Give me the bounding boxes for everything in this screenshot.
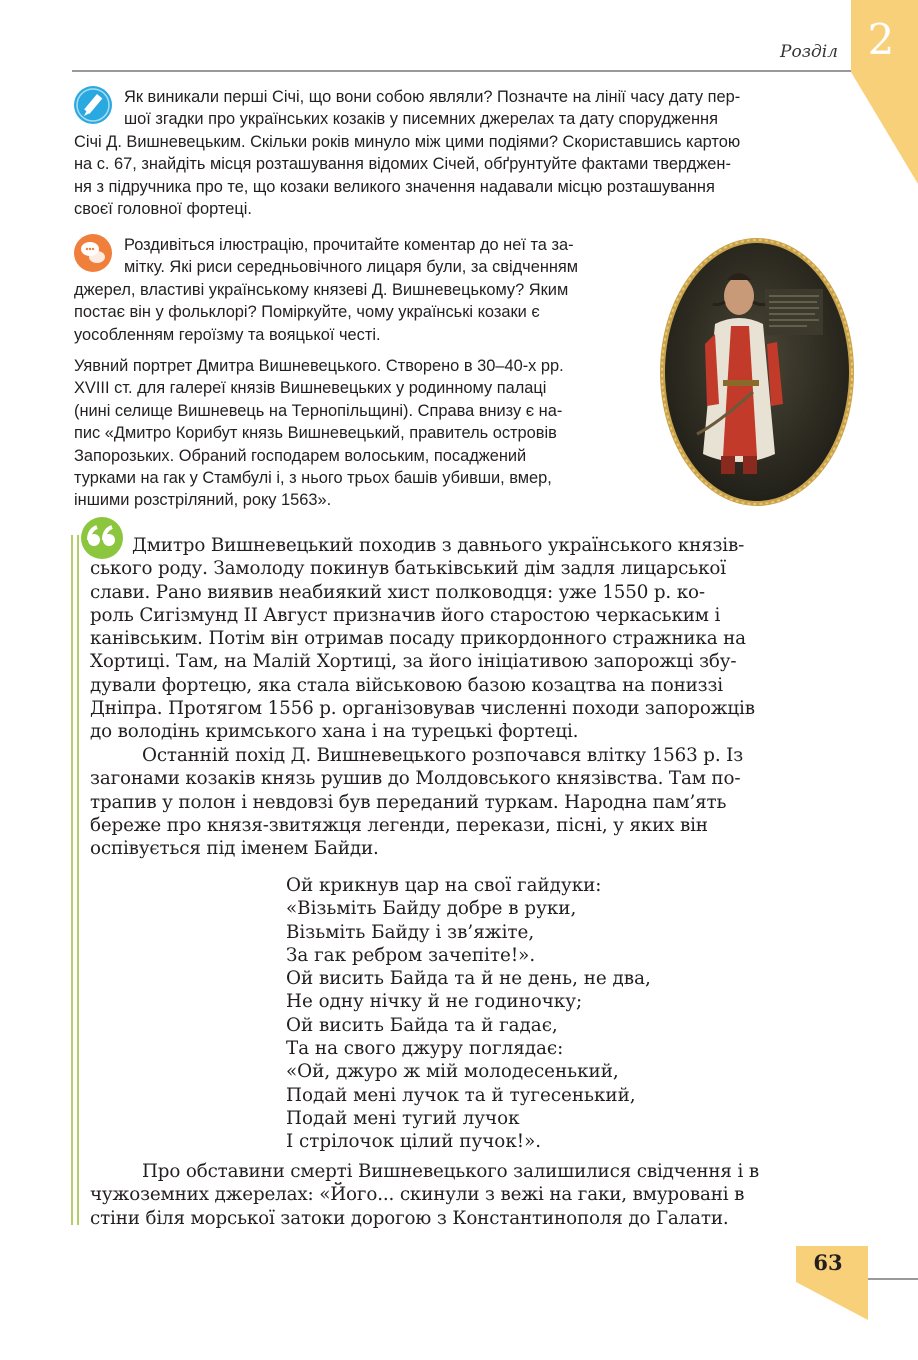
task2-line: джерел, властиві українському князеві Д. Вишневецькому? Яким bbox=[74, 280, 569, 299]
caption-line: турками на гак у Стамбулі і, з нього трьох башів убивши, вмер, bbox=[74, 469, 552, 488]
task2-line: уособленням героїзму та вояцької честі. bbox=[74, 325, 381, 344]
poem-line: За гак ребром зачепіте!». bbox=[286, 944, 536, 966]
quote-paragraph-2 bbox=[90, 744, 839, 860]
caption-line: (нині селище Вишневець на Тернопільщині). Справа внизу є на- bbox=[74, 401, 563, 420]
page-tab-fold bbox=[796, 1282, 868, 1320]
quote-bar bbox=[77, 535, 79, 1225]
task-question-1 bbox=[74, 86, 839, 220]
chapter-tab-fold bbox=[851, 72, 918, 184]
caption-line: XVIII ст. для галереї князів Вишневецьких у родинному палаці bbox=[74, 379, 547, 398]
quote-paragraph-1 bbox=[90, 534, 839, 744]
text-line: стіни біля морської затоки дорогою з Константинополя до Галати. bbox=[90, 1207, 729, 1229]
caption-line: Запорозьких. Обраний господарем волоським, посаджений bbox=[74, 446, 527, 465]
task-question-2 bbox=[74, 234, 646, 346]
text-line: слави. Рано виявив неабиякий хист полководця: уже 1550 р. ко- bbox=[90, 581, 705, 603]
task1-line: Як виникали перші Січі, що вони собою являли? Позначте на лінії часу дату пер- bbox=[124, 88, 741, 106]
task1-line: ня з підручника про те, що козаки великого значення надавали місцю розташування bbox=[74, 177, 715, 196]
task2-line: мітку. Які риси середньовічного лицаря були, за свідченням bbox=[124, 258, 579, 277]
text-line: оспівується під іменем Байди. bbox=[90, 838, 379, 860]
poem-line: Подай мені лучок та й тугесенький, bbox=[286, 1084, 636, 1106]
poem-line: Ой висить Байда та й гадає, bbox=[286, 1014, 558, 1036]
poem-line: «Візьміть Байду добре в руки, bbox=[286, 898, 577, 920]
poem bbox=[286, 874, 651, 1154]
text-line: чужоземних джерелах: «Його... скинули з вежі на гаки, вмуровані в bbox=[90, 1184, 745, 1206]
text-line: Дмитро Вишневецький походив з давнього українського князів- bbox=[132, 535, 745, 556]
task2-line: Роздивіться ілюстрацію, прочитайте коментар до неї та за- bbox=[124, 236, 574, 254]
poem-line: Візьміть Байду і зв’яжіте, bbox=[286, 921, 535, 943]
poem-line: Ой крикнув цар на свої гайдуки: bbox=[286, 875, 602, 896]
text-line: береже про князя-звитяжця легенди, перекази, пісні, у яких він bbox=[90, 814, 708, 836]
caption-line: Уявний портрет Дмитра Вишневецького. Створено в 30–40-х рр. bbox=[74, 357, 564, 375]
text-line: Останній похід Д. Вишневецького розпочався влітку 1563 р. Із bbox=[142, 745, 744, 766]
poem-line: І стрілочок цілий пучок!». bbox=[286, 1131, 542, 1153]
poem-line: Та на свого джуру поглядає: bbox=[286, 1038, 564, 1060]
poem-line: Ой висить Байда та й не день, не два, bbox=[286, 968, 651, 990]
text-line: до володінь кримського хана і на турецькі фортеці. bbox=[90, 721, 579, 743]
text-line: дували фортецю, яка стала військовою базою козацтва на пониззі bbox=[90, 674, 723, 696]
poem-line: Не одну нічку й не годиночку; bbox=[286, 991, 583, 1013]
quote-paragraph-3 bbox=[90, 1160, 839, 1230]
page-number: 63 bbox=[813, 1250, 843, 1275]
caption-line: пис «Дмитро Корибут князь Вишневецький, правитель островів bbox=[74, 424, 557, 443]
poem-line: Подай мені тугий лучок bbox=[286, 1107, 520, 1129]
caption-line: іншими розстріляний, року 1563». bbox=[74, 491, 332, 510]
text-line: Дніпра. Протягом 1556 р. організовував численні походи запорожців bbox=[90, 698, 755, 720]
text-line: Хортиці. Там, на Малій Хортиці, за його ініціативою запорожці збу- bbox=[90, 651, 737, 673]
portrait-caption bbox=[74, 355, 646, 512]
poem-line: «Ой, джуро ж мій молодесенький, bbox=[286, 1061, 619, 1083]
text-line: роль Сигізмунд II Август призначив його старостою черкаським і bbox=[90, 604, 721, 626]
task1-line: своєї головної фортеці. bbox=[74, 200, 252, 219]
text-line: ського роду. Замолоду покинув батьківський дім задля лицарської bbox=[90, 558, 726, 580]
task2-line: постає він у фольклорі? Поміркуйте, чому українські козаки є bbox=[74, 303, 540, 322]
footer-rule bbox=[868, 1278, 918, 1280]
text-line: Про обставини смерті Вишневецького залишилися свідчення і в bbox=[142, 1161, 759, 1182]
quote-bar bbox=[71, 535, 73, 1225]
task1-line: на с. 67, знайдіть місця розташування відомих Січей, обґрунтуйте фактами тверджен- bbox=[74, 155, 731, 174]
header-rule bbox=[72, 70, 851, 72]
text-line: канівським. Потім він отримав посаду прикордонного стражника на bbox=[90, 628, 746, 650]
portrait-illustration bbox=[657, 234, 857, 510]
text-line: загонами козаків князь рушив до Молдовського князівства. Там по- bbox=[90, 768, 741, 790]
task1-line: шої згадки про українських козаків у писемних джерелах та дату спорудження bbox=[124, 110, 718, 129]
task1-line: Січі Д. Вишневецьким. Скільки років минуло між цими подіями? Скориставшись картою bbox=[74, 132, 741, 151]
text-line: трапив у полон і невдовзі був переданий туркам. Народна пам’ять bbox=[90, 791, 727, 813]
chapter-number: 2 bbox=[867, 15, 895, 64]
section-label: Розділ bbox=[780, 42, 838, 62]
